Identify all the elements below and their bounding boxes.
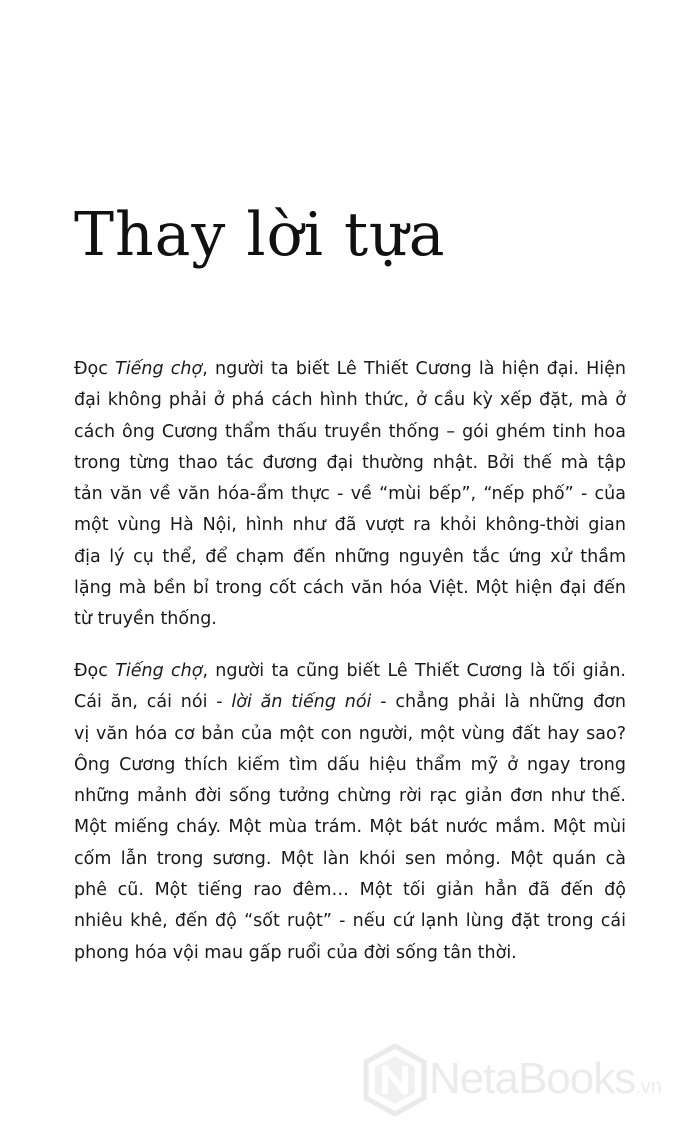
text-line: phê cũ. Một tiếng rao đêm… Một tối giản hẳn đã đến độ <box>74 880 626 901</box>
page-title: Thay lời tựa <box>74 200 446 270</box>
italic-phrase: Tiếng chợ <box>115 359 203 379</box>
text-line: phong hóa vội mau gấp ruổi của đời sống tân thời. <box>74 942 517 963</box>
watermark-brand: NetaBooks.vn <box>429 1054 662 1103</box>
italic-phrase: Tiếng chợ <box>115 661 203 681</box>
text-line: Đọc Tiếng chợ, người ta biết Lê Thiết Cương là hiện đại. Hiện <box>74 359 627 379</box>
italic-phrase: lời ăn tiếng nói <box>231 692 372 713</box>
text-line: Cái ăn, cái nói - lời ăn tiếng nói - chẳng phải là những đơn <box>74 692 626 713</box>
text-line: nhiêu khê, đến độ “sốt ruột” - nếu cứ lạnh lùng đặt trong cái <box>74 911 626 932</box>
text-line: tản văn về văn hóa-ẩm thực - về “mùi bếp”, “nếp phố” - của <box>74 484 626 505</box>
text-line: địa lý cụ thể, để chạm đến những nguyên tắc ứng xử thầm <box>74 546 626 567</box>
paragraph-1 <box>74 354 626 636</box>
text-line: Ông Cương thích kiếm tìm dấu hiệu thẩm mỹ ở ngay trong <box>74 754 626 775</box>
text-line: Một miếng cháy. Một mùa trám. Một bát nước mắm. Một mùi <box>74 817 626 838</box>
watermark-suffix: .vn <box>635 1076 662 1098</box>
watermark <box>363 1044 693 1116</box>
text-line: vị văn hóa cơ bản của một con người, một vùng đất hay sao? <box>74 723 626 744</box>
netabooks-logo-icon <box>363 1044 427 1116</box>
text-line: những mảnh đời sống tưởng chừng rời rạc giản đơn như thế. <box>74 786 626 807</box>
text-line: Đọc Tiếng chợ, người ta cũng biết Lê Thiết Cương là tối giản. <box>74 661 626 681</box>
text-line: lặng mà bền bỉ trong cốt cách văn hóa Việt. Một hiện đại đến <box>74 578 626 599</box>
paragraph-2 <box>74 656 626 969</box>
text-line: cốm lẫn trong sương. Một làn khói sen mỏng. Một quán cà <box>74 848 626 869</box>
text-line: trong từng thao tác đương đại thường nhật. Bởi thế mà tập <box>74 452 626 473</box>
text-line: đại không phải ở phá cách hình thức, ở cầu kỳ xếp đặt, mà ở <box>74 390 626 411</box>
text-line: từ truyền thống. <box>74 609 217 630</box>
text-line: một vùng Hà Nội, hình như đã vượt ra khỏi không-thời gian <box>74 515 626 536</box>
text-line: cách ông Cương thẩm thấu truyền thống – gói ghém tinh hoa <box>74 421 626 442</box>
